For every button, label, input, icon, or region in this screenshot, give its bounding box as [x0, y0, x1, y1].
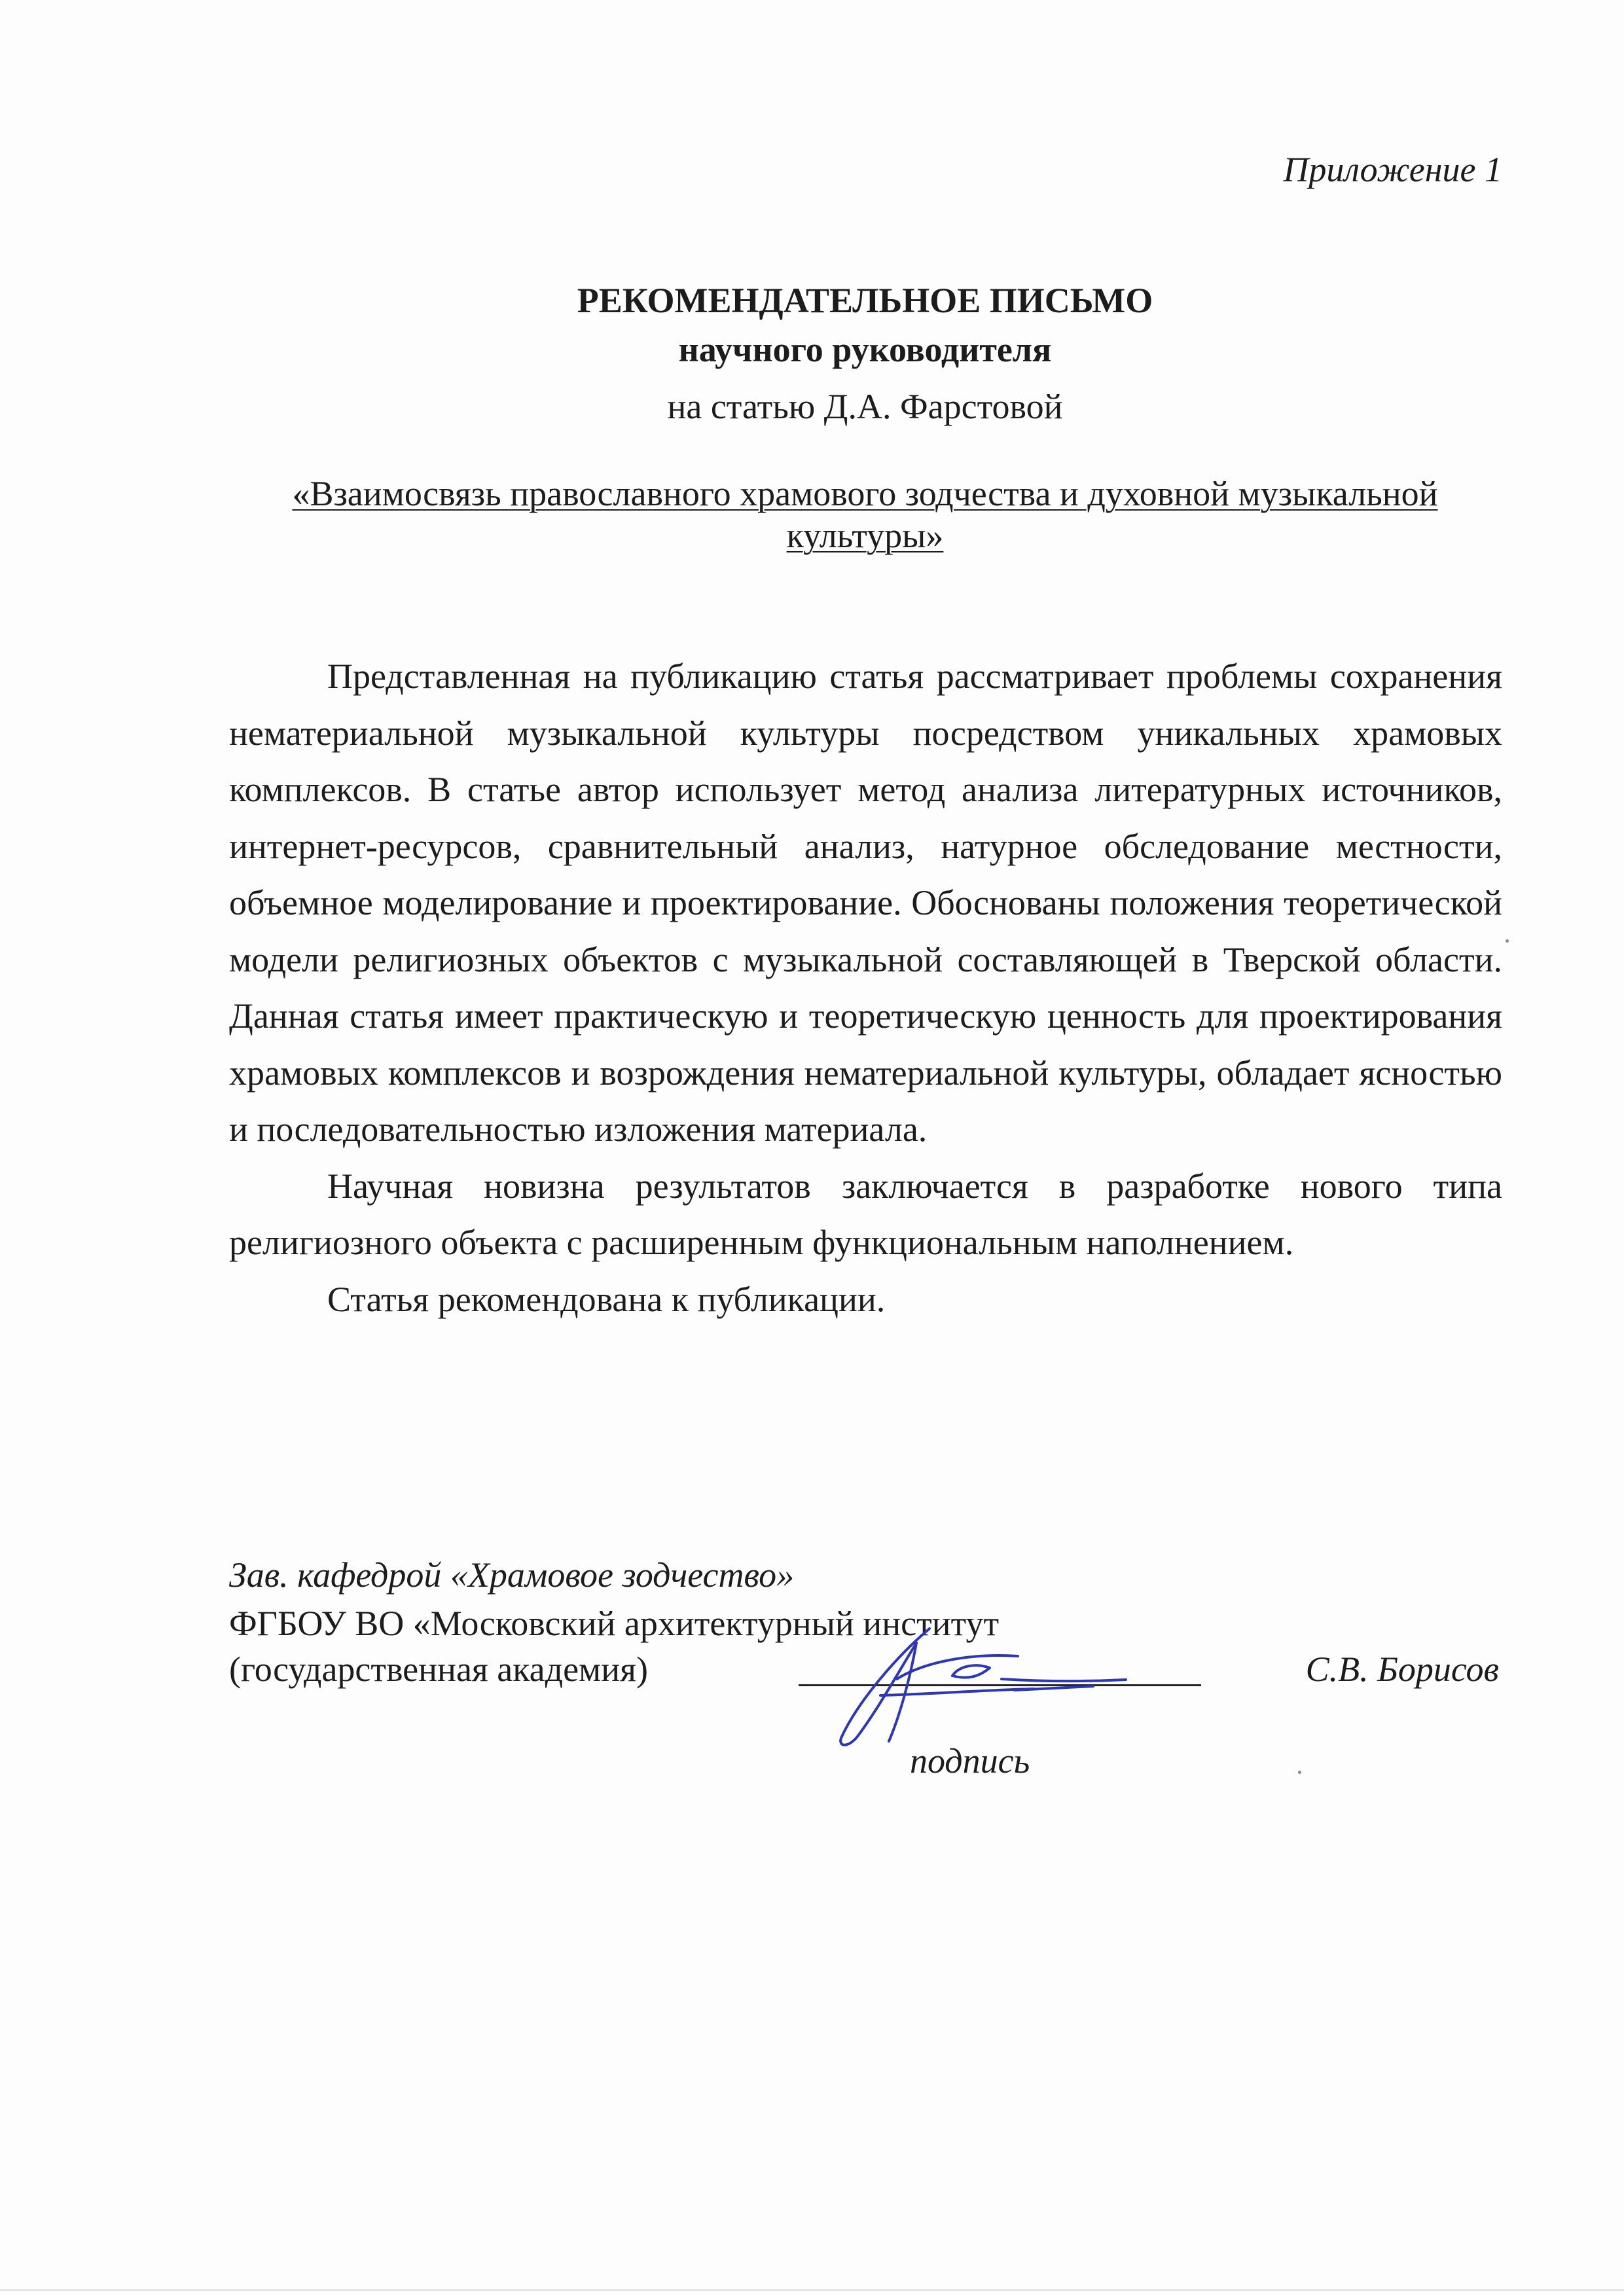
body-paragraph: Статья рекомендована к публикации. — [327, 1279, 886, 1319]
letter-subtitle: научного руководителя — [678, 330, 1052, 369]
scan-speck — [1298, 1771, 1301, 1774]
signer-position: Зав. кафедрой «Храмовое зодчество» — [229, 1555, 795, 1595]
letter-body — [229, 648, 1502, 1328]
organization-name-continued: (государственная академия) — [229, 1650, 648, 1689]
body-paragraph: Научная новизна результатов заключается в разработке нового типа религиозного объекта с расширенным функциональным наполнением. — [229, 1166, 1502, 1262]
article-reference: на статью Д.А. Фарстовой — [667, 387, 1063, 426]
letter-title: РЕКОМЕНДАТЕЛЬНОЕ ПИСЬМО — [577, 281, 1153, 320]
signer-name: С.В. Борисов — [1305, 1650, 1499, 1689]
body-paragraph: Представленная на публикацию статья рассматривает проблемы сохранения нематериальной музыкальной культуры посредством уникальных храмовых комплексов. В статье автор использует метод анализа литературных источников, интернет-ресурсов, сравнительный анализ, натурное обследование местности, объемное моделирование и проектирование. Обоснованы положения теоретической модели религиозных объектов с музыкальной составляющей в Тверской области. Данная статья имеет практическую и теоретическую ценность для проектирования храмовых комплексов и возрождения нематериальной культуры, обладает ясностью и последовательностью изложения материала. — [229, 657, 1502, 1149]
scan-speck — [1506, 939, 1509, 943]
signature-caption: подпись — [910, 1741, 1030, 1780]
handwritten-signature — [818, 1617, 1159, 1754]
organization-name: ФГБОУ ВО «Московский архитектурный институт — [229, 1604, 1000, 1643]
appendix-label: Приложение 1 — [1283, 150, 1502, 189]
article-title: «Взаимосвязь православного храмового зодчества и духовной музыкальной культуры» — [292, 474, 1438, 555]
scan-edge — [0, 2289, 1624, 2291]
